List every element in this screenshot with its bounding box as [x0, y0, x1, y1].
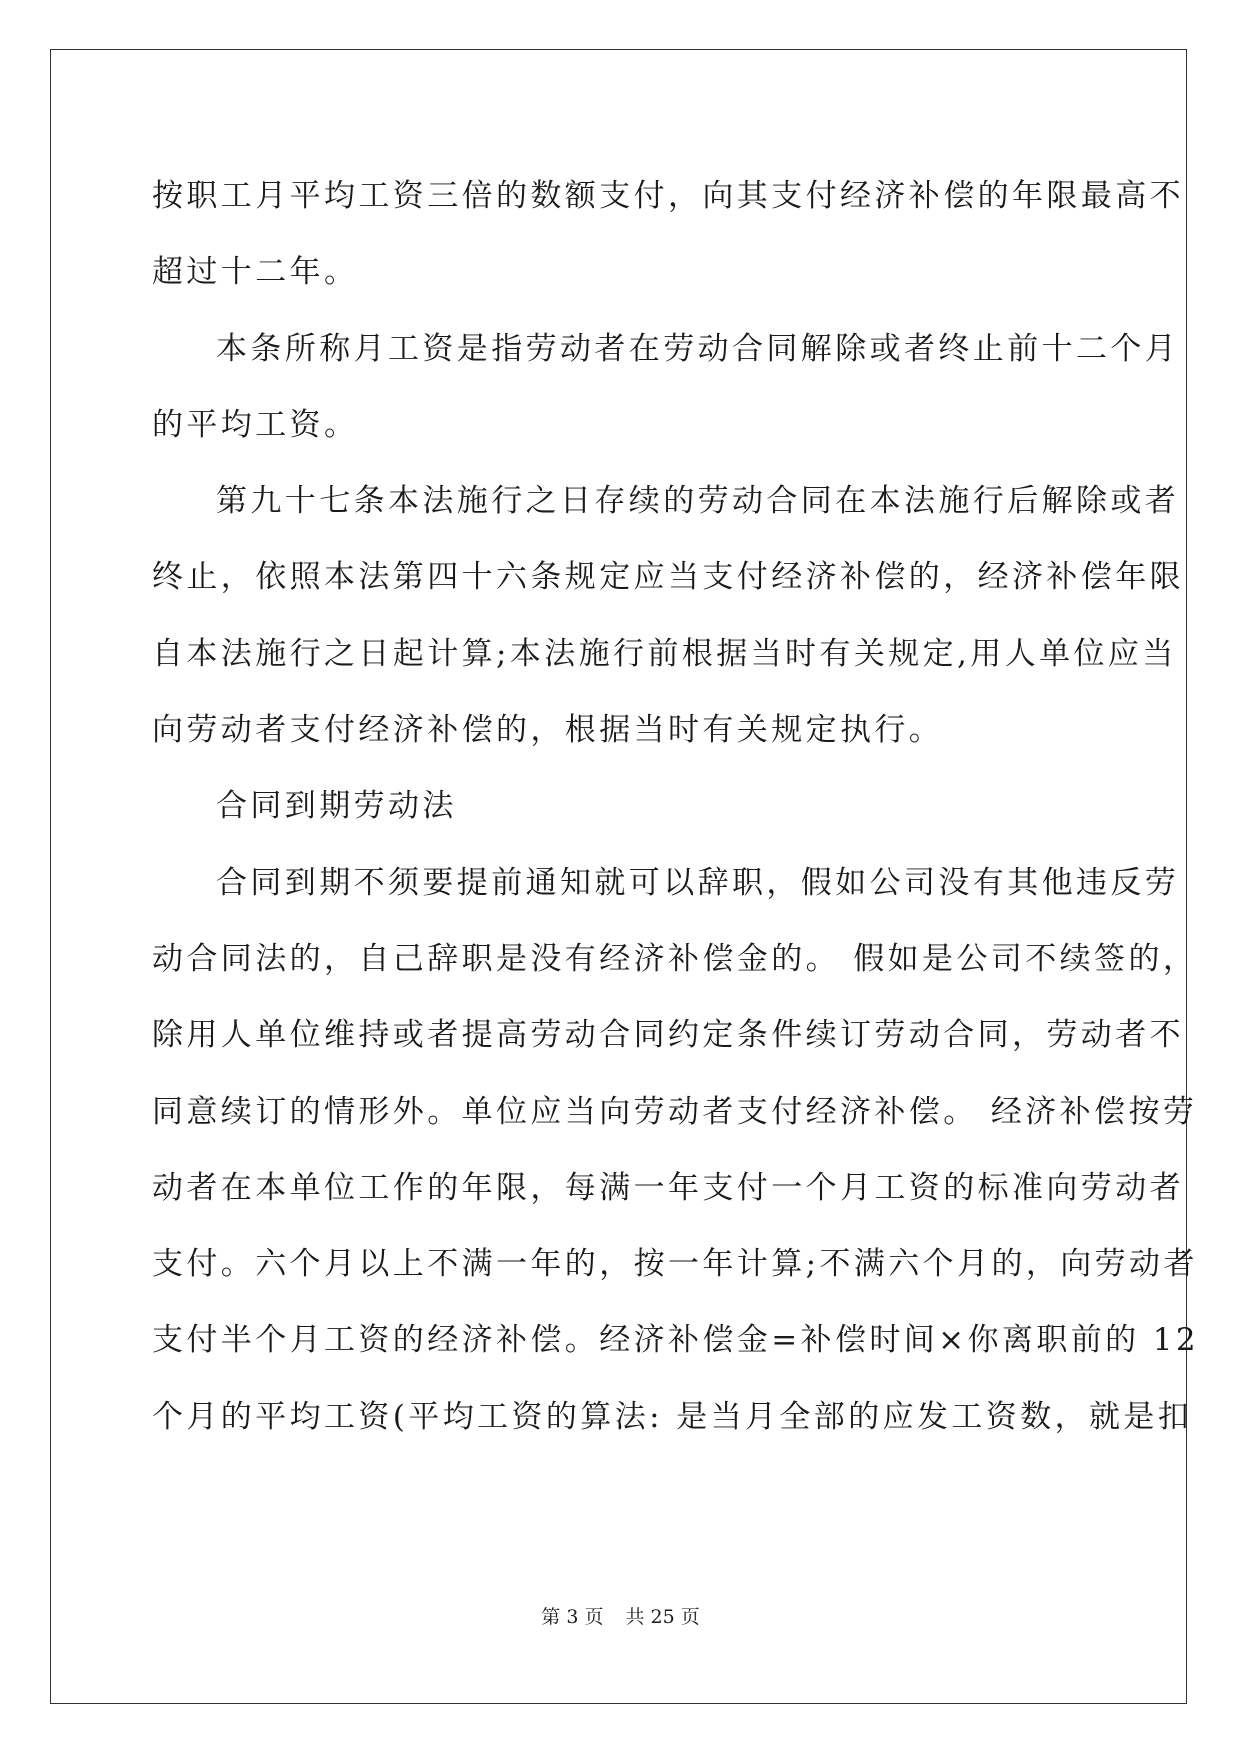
- text-line: 自本法施行之日起计算;本法施行前根据当时有关规定,用人单位应当: [152, 635, 1177, 672]
- text-line: 的平均工资。: [152, 406, 359, 443]
- text-line: 动者在本单位工作的年限，每满一年支付一个月工资的标准向劳动者: [152, 1169, 1184, 1206]
- text-line: 动合同法的，自己辞职是没有经济补偿金的。 假如是公司不续签的，: [152, 940, 1198, 977]
- text-line: 向劳动者支付经济补偿的，根据当时有关规定执行。: [152, 712, 944, 749]
- text-line: 支付半个月工资的经济补偿。经济补偿金=补偿时间×你离职前的 12: [152, 1322, 1200, 1359]
- document-body: [152, 158, 1200, 1455]
- text-line: 支付。六个月以上不满一年的，按一年计算;不满六个月的，向劳动者: [152, 1246, 1198, 1283]
- text-line: 第九十七条本法施行之日存续的劳动合同在本法施行后解除或者: [216, 483, 1180, 520]
- text-line: 除用人单位维持或者提高劳动合同约定条件续订劳动合同，劳动者不: [152, 1017, 1184, 1054]
- text-line: 本条所称月工资是指劳动者在劳动合同解除或者终止前十二个月: [216, 330, 1180, 367]
- page-number: 第 3 页: [541, 1606, 604, 1628]
- page-footer: [0, 1602, 1241, 1629]
- page-total: 共 25 页: [625, 1606, 700, 1628]
- text-line: 个月的平均工资(平均工资的算法: 是当月全部的应发工资数，就是扣: [152, 1398, 1193, 1435]
- text-line: 合同到期不须要提前通知就可以辞职，假如公司没有其他违反劳: [216, 864, 1180, 901]
- text-line: 同意续订的情形外。单位应当向劳动者支付经济补偿。 经济补偿按劳: [152, 1093, 1198, 1130]
- text-line: 超过十二年。: [152, 254, 359, 291]
- text-line: 合同到期劳动法: [216, 788, 457, 825]
- text-line: 按职工月平均工资三倍的数额支付，向其支付经济补偿的年限最高不: [152, 178, 1184, 214]
- text-line: 终止，依照本法第四十六条规定应当支付经济补偿的，经济补偿年限: [152, 559, 1184, 596]
